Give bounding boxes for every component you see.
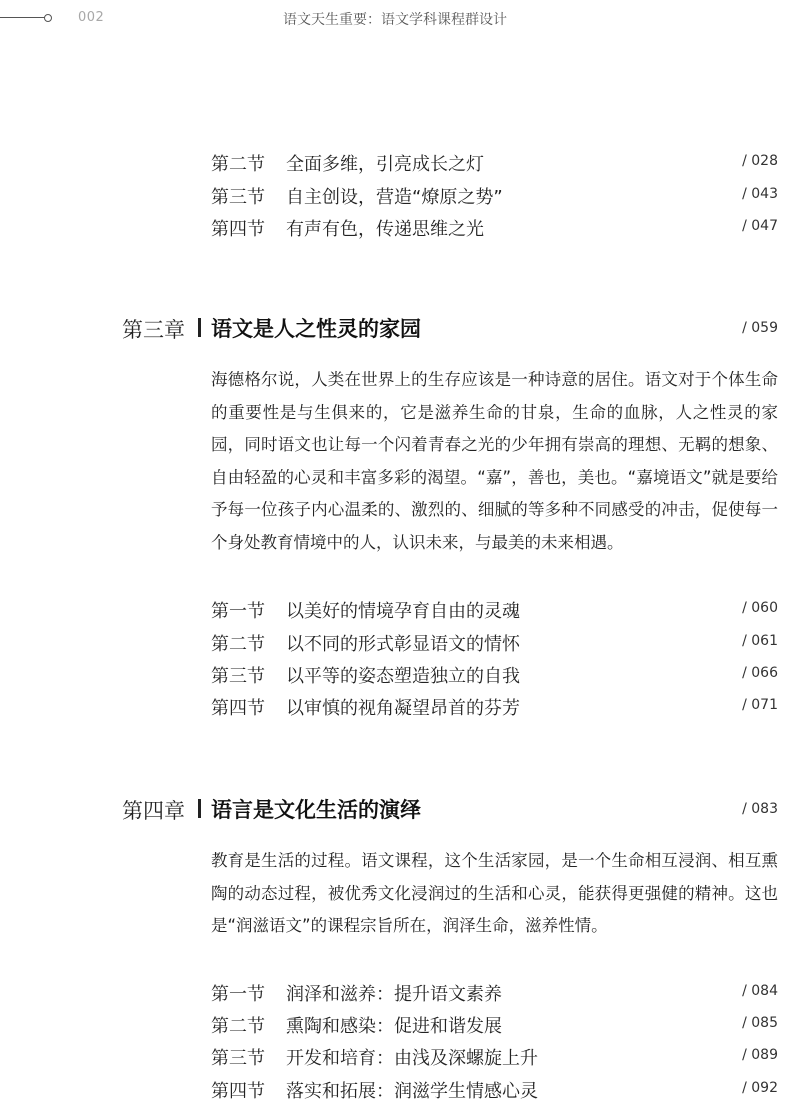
toc-section-row[interactable] xyxy=(211,660,778,692)
toc-section-row[interactable] xyxy=(211,1010,778,1042)
toc-section-row[interactable] xyxy=(211,628,778,660)
section-number: 第四节 xyxy=(211,698,265,719)
section-title: 有声有色，传递思维之光 xyxy=(286,219,484,240)
chapter-title: 语言是文化生活的演绎 xyxy=(211,798,421,822)
section-title: 以美好的情境孕育自由的灵魂 xyxy=(286,601,520,622)
section-page: / 085 xyxy=(742,1015,778,1031)
toc-section-row[interactable] xyxy=(211,213,778,245)
section-page: / 047 xyxy=(742,218,778,234)
section-number: 第二节 xyxy=(211,154,265,175)
toc-section-row[interactable] xyxy=(211,1075,778,1107)
section-title: 全面多维，引亮成长之灯 xyxy=(286,154,484,175)
section-title: 自主创设，营造“燎原之势” xyxy=(286,187,503,208)
section-number: 第四节 xyxy=(211,219,265,240)
toc-section-row[interactable] xyxy=(211,181,778,213)
section-title: 以平等的姿态塑造独立的自我 xyxy=(286,666,520,687)
toc-section-row[interactable] xyxy=(211,595,778,627)
section-page: / 060 xyxy=(742,600,778,616)
section-number: 第一节 xyxy=(211,601,265,622)
toc-section-row[interactable] xyxy=(211,148,778,180)
section-title: 开发和培育：由浅及深螺旋上升 xyxy=(286,1048,538,1069)
section-title: 以不同的形式彰显语文的情怀 xyxy=(286,634,520,655)
section-number: 第一节 xyxy=(211,984,265,1005)
chapter-title: 语文是人之性灵的家园 xyxy=(211,317,421,341)
chapter-page: / 083 xyxy=(742,801,778,817)
chapter-divider-bar xyxy=(198,318,201,337)
toc-section-row[interactable] xyxy=(211,1042,778,1074)
section-page: / 092 xyxy=(742,1080,778,1096)
section-page: / 084 xyxy=(742,983,778,999)
page-number: 002 xyxy=(78,10,105,25)
section-title: 落实和拓展：润滋学生情感心灵 xyxy=(286,1081,538,1102)
section-title: 熏陶和感染：促进和谐发展 xyxy=(286,1016,502,1037)
section-number: 第二节 xyxy=(211,1016,265,1037)
section-page: / 028 xyxy=(742,153,778,169)
chapter-intro-paragraph: 海德格尔说，人类在世界上的生存应该是一种诗意的居住。语文对于个体生命的重要性是与生俱来的，它是滋养生命的甘泉，生命的血脉，人之性灵的家园，同时语文也让每一个闪着青春之光的少年拥有崇高的理想、无羁的想象、自由轻盈的心灵和丰富多彩的渴望。“嘉”，善也，美也。“嘉境语文”就是要给予每一位孩子内心温柔的、激烈的、细腻的等多种不同感受的冲击，促使每一个身处教育情境中的人，认识未来，与最美的未来相遇。 xyxy=(211,370,778,552)
section-page: / 089 xyxy=(742,1047,778,1063)
section-number: 第三节 xyxy=(211,187,265,208)
section-page: / 043 xyxy=(742,186,778,202)
chapter-intro-paragraph: 教育是生活的过程。语文课程，这个生活家园，是一个生命相互浸润、相互熏陶的动态过程，被优秀文化浸润过的生活和心灵，能获得更强健的精神。这也是“润滋语文”的课程宗旨所在，润泽生命，滋养性情。 xyxy=(211,851,778,935)
section-number: 第三节 xyxy=(211,666,265,687)
section-number: 第三节 xyxy=(211,1048,265,1069)
section-number: 第二节 xyxy=(211,634,265,655)
section-page: / 066 xyxy=(742,665,778,681)
section-title: 润泽和滋养：提升语文素养 xyxy=(286,984,502,1005)
running-header xyxy=(0,0,790,40)
chapter-divider-bar xyxy=(198,799,201,818)
toc-chapter-heading[interactable] xyxy=(122,793,778,827)
section-page: / 061 xyxy=(742,633,778,649)
book-title: 语文天生重要：语文学科课程群设计 xyxy=(283,12,507,28)
chapter-label: 第三章 xyxy=(122,318,185,342)
section-number: 第四节 xyxy=(211,1081,265,1102)
section-page: / 071 xyxy=(742,697,778,713)
toc-section-row[interactable] xyxy=(211,692,778,724)
section-title: 以审慎的视角凝望昂首的芬芳 xyxy=(286,698,520,719)
chapter-page: / 059 xyxy=(742,320,778,336)
toc-section-row[interactable] xyxy=(211,978,778,1010)
chapter-label: 第四章 xyxy=(122,799,185,823)
toc-chapter-heading[interactable] xyxy=(122,312,778,346)
